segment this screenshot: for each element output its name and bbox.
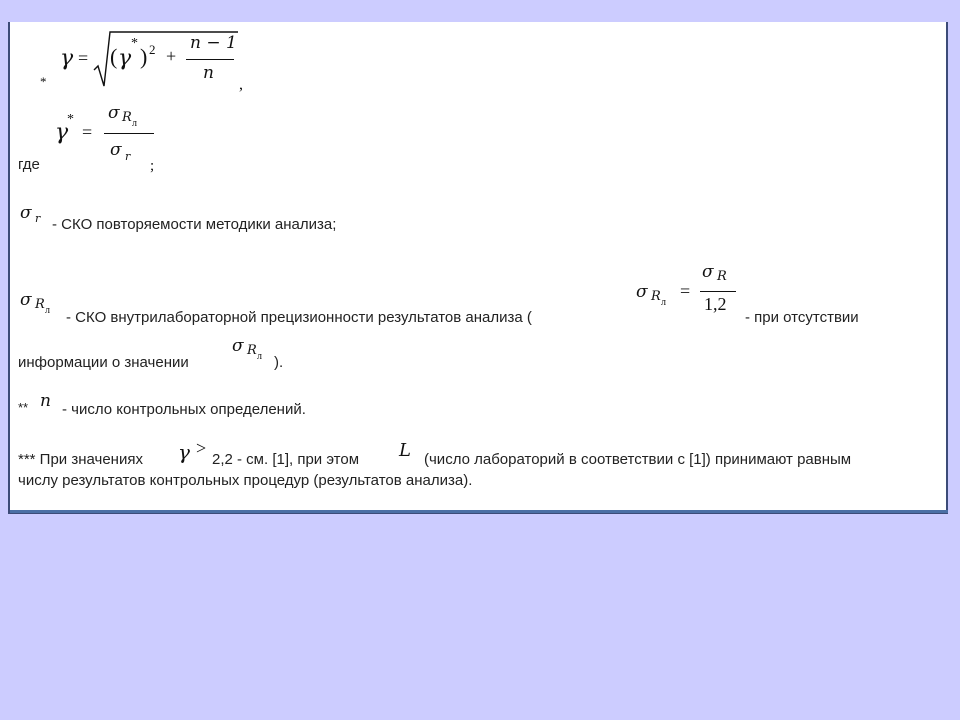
fraction-bar — [186, 59, 234, 60]
greater-than: > — [196, 438, 207, 458]
fraction-bar — [700, 291, 736, 292]
document-panel — [8, 22, 948, 514]
definition-text-after: - при отсутствии — [745, 309, 859, 326]
sigma-symbol: σ — [20, 203, 32, 223]
formula-sub: R — [651, 289, 661, 304]
denominator-sub: r — [125, 150, 131, 163]
formula-denominator: 1,2 — [704, 294, 727, 314]
sigma-subscript: r — [35, 212, 41, 225]
note-text-start: *** При значениях — [18, 451, 143, 468]
formula-equals: = — [680, 281, 691, 301]
denominator-sigma: σ — [110, 140, 122, 160]
sigma-symbol: σ — [20, 290, 32, 310]
gamma-symbol: γ — [178, 440, 190, 464]
gamma-inner: γ — [118, 46, 132, 71]
plus-sign: + — [166, 46, 177, 66]
formula-numerator-sub: R — [717, 269, 727, 284]
fraction-bar — [104, 133, 154, 134]
note-text: - число контрольных определений. — [62, 401, 306, 418]
paren-open: ( — [110, 44, 118, 69]
note-line2: числу результатов контрольных процедур (результатов анализа). — [18, 472, 473, 489]
definition-line2-text: информации о значении — [18, 354, 189, 371]
trailing-comma: , — [239, 76, 243, 93]
exponent-two: 2 — [149, 42, 156, 57]
formula-subsub: л — [661, 297, 666, 308]
numerator-sub: R — [122, 110, 132, 125]
panel-bottom-rule — [10, 510, 948, 513]
note-text-mid: 2,2 - см. [1], при этом — [212, 451, 360, 468]
line2-close: ). — [274, 354, 284, 371]
numerator-sigma: σ — [108, 103, 120, 123]
sigma-subscript: R — [35, 297, 45, 312]
numerator-subsub: л — [132, 118, 137, 129]
equals-sign: = — [78, 48, 89, 68]
definition-text: - СКО повторяемости методики анализа; — [52, 216, 337, 233]
formula-numerator-sigma: σ — [702, 262, 714, 282]
n-symbol: n — [40, 391, 51, 411]
formula-sigma: σ — [636, 282, 648, 302]
line2-subsub: л — [257, 351, 262, 362]
sigma-subsubscript: л — [45, 305, 50, 316]
fraction-numerator: n − 1 — [190, 33, 237, 53]
paren-close: ) — [140, 44, 148, 69]
gamma-symbol: γ — [55, 120, 69, 145]
note-stars: ** — [18, 400, 29, 415]
footnote-marker: * — [40, 74, 47, 89]
line2-sigma: σ — [232, 336, 244, 356]
trailing-semicolon: ; — [150, 158, 155, 174]
line2-sub: R — [247, 343, 257, 358]
definition-text: - СКО внутрилабораторной прецизионности результатов анализа ( — [66, 309, 532, 326]
L-symbol: L — [399, 440, 411, 461]
star-superscript: * — [131, 36, 138, 51]
fraction-denominator: n — [203, 63, 214, 83]
where-label: где — [18, 156, 40, 173]
note-text-end: (число лабораторий в соответствии с [1]) принимают равным — [424, 451, 852, 468]
gamma-symbol: γ — [60, 46, 74, 71]
star-superscript: * — [67, 112, 74, 127]
equals-sign: = — [82, 122, 93, 142]
